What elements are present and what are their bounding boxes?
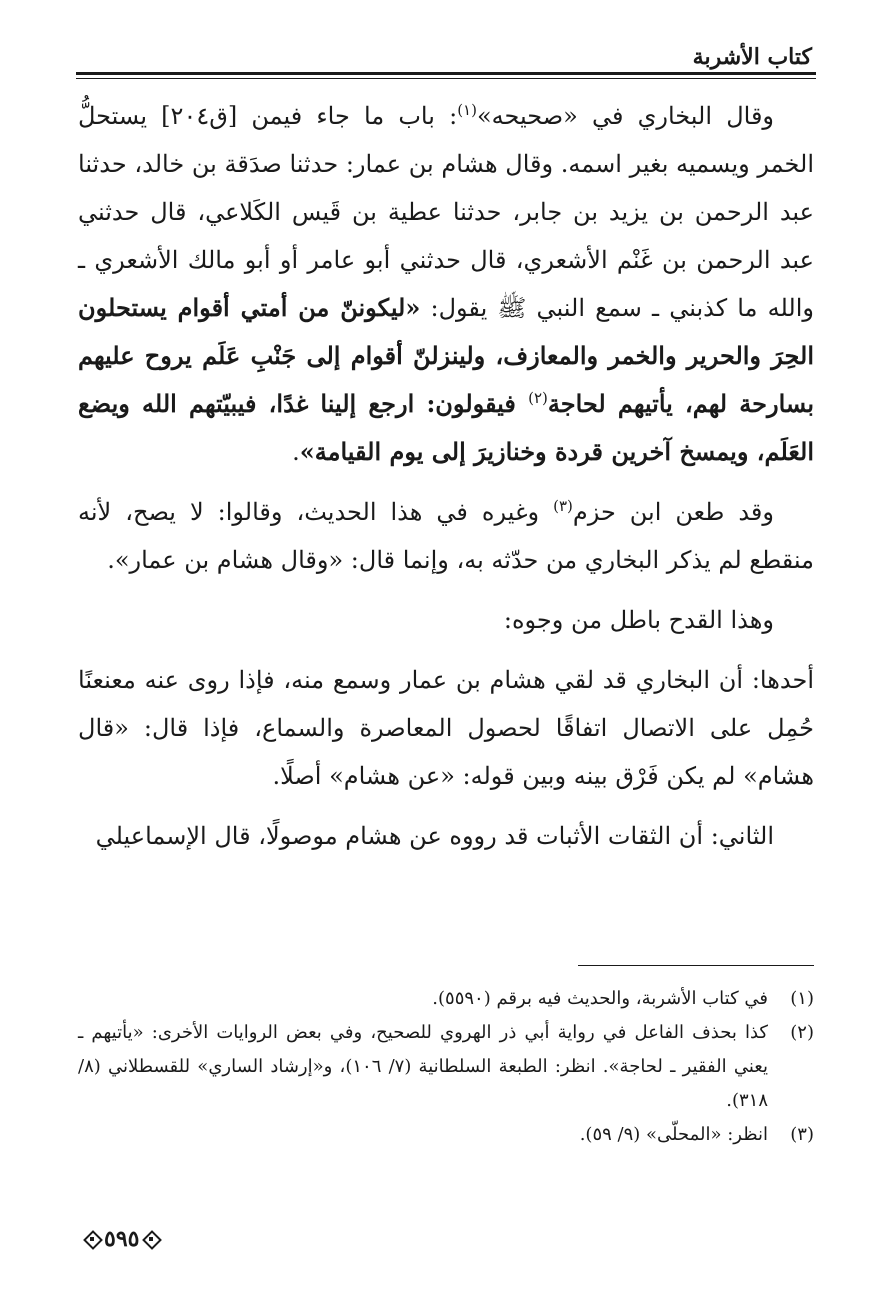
footnote-ref-3: (٣)	[553, 497, 573, 515]
header-rule-thick	[76, 72, 816, 75]
paragraph-1-isnad: : باب ما جاء فيمن [ق٢٠٤] يستحلُّ الخمر ويسميه بغير اسمه. وقال هشام بن عمار: حدثنا صدَقة بن خالد، حدثنا عبد الرحمن بن يزيد بن جابر، حدثنا عطية بن قَيس الكَلاعي، قال حدثني عبد الرحمن بن غَنْم الأشعري، قال حدثني أبو عامر أو أبو مالك الأشعري ـ والله ما كذبني ـ سمع النبي ﷺ يقول:	[78, 102, 814, 322]
footnote-ref-2: (٢)	[528, 389, 548, 407]
footnote-text: كذا بحذف الفاعل في رواية أبي ذر الهروي للصحيح، وفي بعض الروايات الأخرى: «يأتيهم ـ يعني الفقير ـ لحاجة». انظر: الطبعة السلطانية (٧/ ١٠٦)، و«إرشاد الساري» للقسطلاني (٨/ ٣١٨).	[78, 1022, 768, 1111]
footnote-number: (١)	[790, 988, 814, 1009]
main-text	[78, 92, 814, 872]
paragraph-3: وهذا القدح باطل من وجوه:	[503, 606, 774, 634]
running-head-title: كتاب الأشربة	[692, 44, 812, 70]
footnote-2	[78, 1016, 814, 1118]
footnote-text: انظر: «المحلّى» (٩/ ٥٩).	[579, 1124, 768, 1145]
footnotes	[78, 982, 814, 1152]
paragraph-1-intro: وقال البخاري في «صحيحه»	[476, 102, 775, 130]
paragraph-1-end: .	[292, 438, 300, 466]
ornament-icon	[143, 1231, 159, 1247]
paragraph-2	[78, 488, 814, 584]
paragraph-5: الثاني: أن الثقات الأثبات قد رووه عن هشام موصولًا، قال الإسماعيلي	[95, 822, 774, 850]
footnote-number: (٢)	[790, 1022, 814, 1043]
hadith-quote-part-1: «ليكوننّ من أمتي أقوام يستحلون الحِرَ والحرير والخمر والمعازف، ولينزلنّ أقوام إلى جَنْبِ عَلَم يروح عليهم بسارحة لهم، يأتيهم لحاجة	[78, 293, 814, 418]
footnote-1	[78, 982, 814, 1016]
footnote-ref-1: (١)	[457, 101, 477, 119]
footnote-text: في كتاب الأشربة، والحديث فيه برقم (٥٥٩٠).	[432, 988, 768, 1009]
footnote-number: (٣)	[790, 1124, 814, 1145]
paragraph-2-start: وقد طعن ابن حزم	[572, 498, 774, 526]
paragraph-4: أحدها: أن البخاري قد لقي هشام بن عمار وسمع منه، فإذا روى عنه معنعنًا حُمِل على الاتصال اتفاقًا لحصول المعاصرة والسماع، فإذا قال: «قال هشام» لم يكن فَرْق بينه وبين قوله: «عن هشام» أصلًا.	[78, 666, 815, 790]
page-number-block	[84, 1226, 159, 1252]
paragraph-1	[78, 92, 814, 476]
footnote-3	[78, 1118, 814, 1152]
header-rule-thin	[76, 78, 816, 79]
hadith-quote-part-2: فيقولون: ارجع إلينا غدًا، فيبيّتهم الله ويضع العَلَم، ويمسخ آخرين قردة وخنازيرَ إلى يوم القيامة»	[78, 389, 814, 466]
page-number: ٥٩٥	[104, 1226, 140, 1252]
paragraph-2-rest: وغيره في هذا الحديث، وقالوا: لا يصح، لأنه منقطع لم يذكر البخاري من حدّثه به، وإنما قال: «وقال هشام بن عمار».	[78, 498, 814, 574]
ornament-icon	[84, 1231, 100, 1247]
footnote-separator	[578, 965, 814, 966]
